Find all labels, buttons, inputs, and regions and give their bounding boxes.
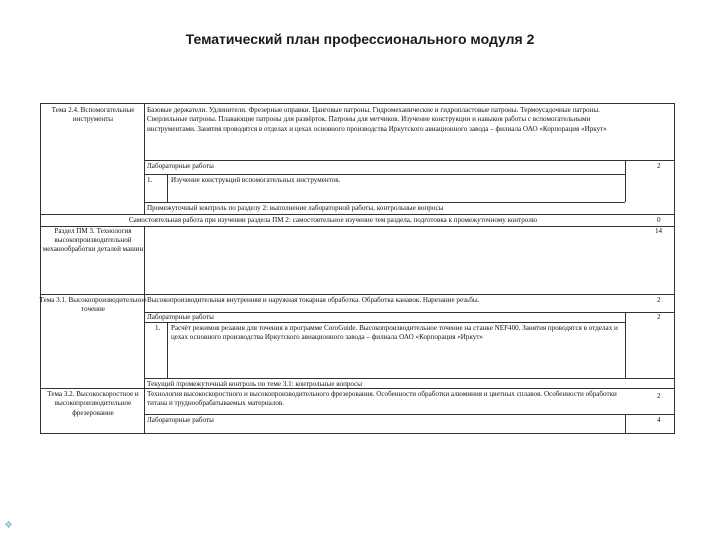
topic-content: Базовые держатели. Удлинители. Фрезерные оправки. Цанговые патроны. Гидромеханические и гидропластовые патроны. Термоусадочные патроны. Сверлильные патроны. Плавающие патроны для развёрток. Патроны для метчиков. Изучение конструкции и навыков работы с вспомогательными инструментами. Занятия проводятся в отделах и цехах основного производства Иркутского авиационного завода – филиала ОАО «Корпорация «Иркут» [147,106,607,133]
page-title: Тематический план профессионального модуля 2 [185,31,535,47]
col-divider-left [144,104,145,214]
hours-value: 4 [657,416,661,424]
lab-label: Лабораторные работы [147,416,214,424]
hours-value: 2 [657,313,661,321]
row-divider [41,214,674,215]
hours-value: 0 [657,216,661,224]
lab-text: Расчёт режимов резания для точения в программе CoroGuide. Высокопроизводительное точение на станке NEF400. Занятия проводятся в отделах и цехах основного производства Иркутского авиационного завода – филиала ОАО «Корпорация «Иркут» [171,324,618,342]
row-divider [145,414,674,415]
section-title: Раздел ПМ 3. Технология высокопроизводительной механообработки деталей машин [42,227,144,254]
hours-value: 2 [657,392,661,400]
row-divider [145,160,674,161]
col-divider-right [625,312,626,378]
topic-title: Тема 3.2. Высокоскоростное и высокопроизводительное фрезерование [47,390,139,417]
topic-title: Тема 3.1. Высокопроизводительное точение [39,296,147,314]
topic-content: Технология высокоскоростного и высокопроизводительного фрезерования. Особенности обработки алюминия и цветных сплавов. Особенности обработки титана и труднообрабатываемых материалов. [147,390,617,408]
hours-value: 2 [657,162,661,170]
lab-text: Изучение конструкций вспомогательных инструментов. [171,176,341,184]
plan-table [40,103,675,434]
lab-label: Лабораторные работы [147,313,214,321]
hours-value: 2 [657,296,661,304]
row-divider [145,174,625,175]
lab-label: Лабораторные работы [147,162,214,170]
sub-col-divider [167,174,168,202]
lab-number: 1. [155,324,161,332]
topic-content: Высокопроизводительная внутренняя и наружная токарная обработка. Обработка канавок. Нарезание резьбы. [147,296,480,304]
row-divider [41,294,674,295]
control-text: Текущий /промежуточный контроль по теме 3.1: контрольные вопросы [147,380,363,388]
sub-col-divider [167,322,168,378]
control-text: Промежуточный контроль по разделу 2: выполнение лабораторной работы, контрольные вопросы [147,204,444,212]
row-divider [145,202,625,203]
row-divider [145,378,674,379]
row-divider [145,312,674,313]
topic-title: Тема 2.4. Вспомогательные инструменты [51,106,135,124]
row-divider [145,322,625,323]
slide-bullet-icon: ❖ [4,520,13,531]
col-divider-right [625,414,626,434]
lab-number: 1. [147,176,153,184]
self-study-text: Самостоятельная работа при изучении раздела ПМ 2: самостоятельное изучение тем раздела, подготовка к промежуточному контролю [128,216,538,224]
hours-value: 14 [655,227,663,235]
col-divider-right [625,160,626,202]
